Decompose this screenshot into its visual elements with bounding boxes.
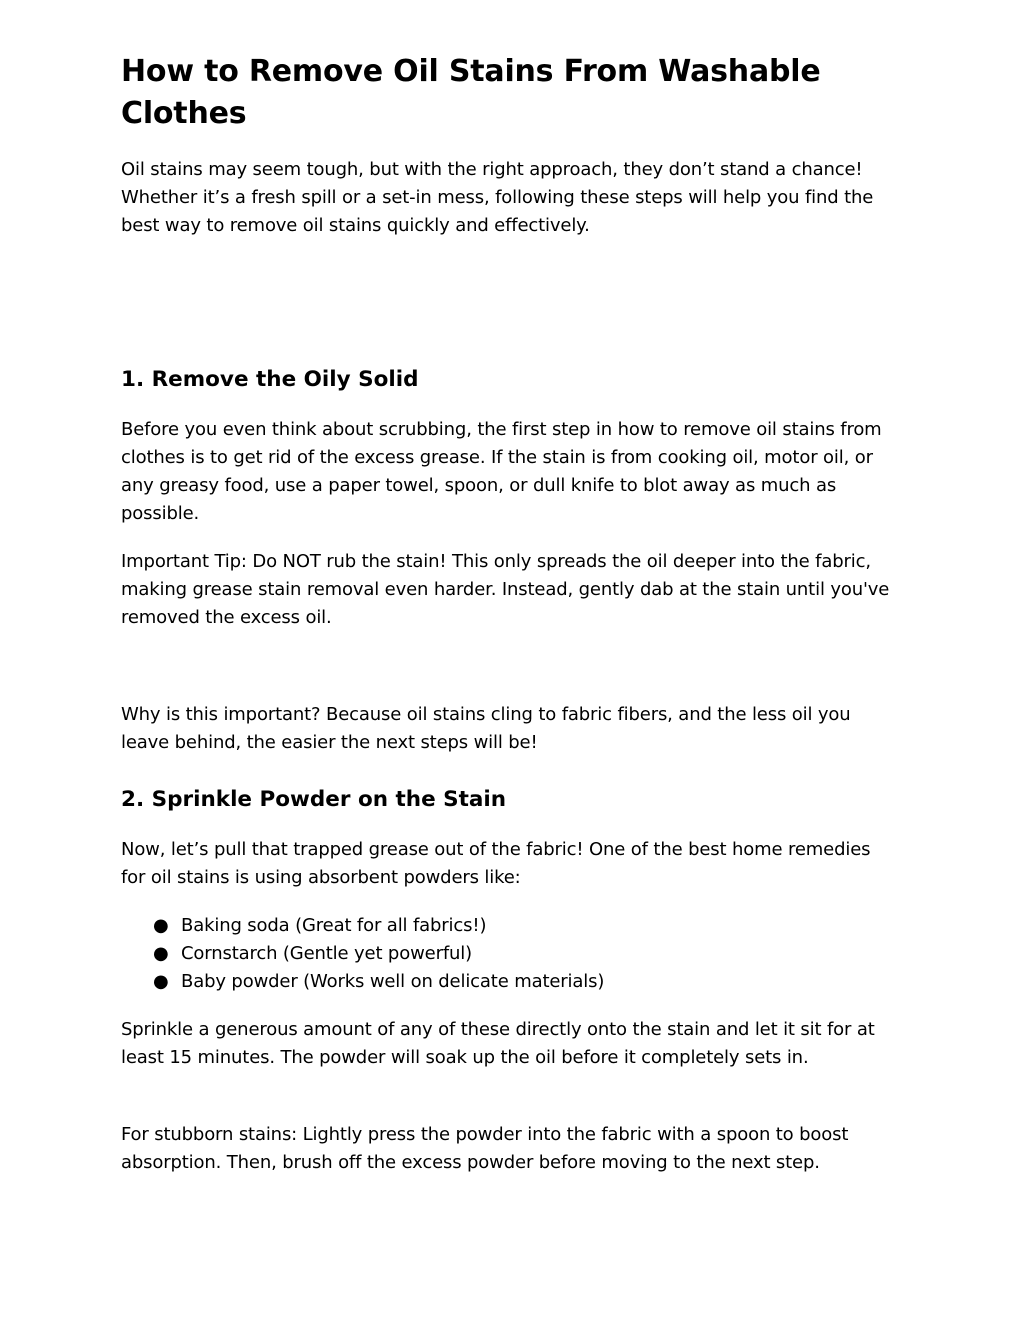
list-item <box>121 940 604 968</box>
section-1-heading: 1. Remove the Oily Solid <box>121 367 419 392</box>
section-2-paragraph-3: For stubborn stains: Lightly press the powder into the fabric with a spoon to boost absorption. Then, brush off the excess powder before moving to the next step. <box>121 1124 849 1173</box>
bullet-icon: ● <box>153 915 169 936</box>
bullet-icon: ● <box>153 971 169 992</box>
list-item-text: Baking soda (Great for all fabrics!) <box>181 915 487 936</box>
list-item <box>121 912 604 940</box>
section-1-paragraph-1: Before you even think about scrubbing, the first step in how to remove oil stains from clothes is to get rid of the excess grease. If the stain is from cooking oil, motor oil, or any greasy food, use a paper towel, spoon, or dull knife to blot away as much as possible. <box>121 419 882 524</box>
list-item-text: Baby powder (Works well on delicate materials) <box>181 971 605 992</box>
intro-paragraph: Oil stains may seem tough, but with the right approach, they don’t stand a chance! Whether it’s a fresh spill or a set-in mess, following these steps will help you find the best way to remove oil stains quickly and effectively. <box>121 159 874 236</box>
section-2-paragraph-2: Sprinkle a generous amount of any of these directly onto the stain and let it sit for at least 15 minutes. The powder will soak up the oil before it completely sets in. <box>121 1019 875 1068</box>
section-2-paragraph-1: Now, let’s pull that trapped grease out of the fabric! One of the best home remedies for oil stains is using absorbent powders like: <box>121 839 871 888</box>
bullet-icon: ● <box>153 943 169 964</box>
section-1-paragraph-3: Why is this important? Because oil stains cling to fabric fibers, and the less oil you leave behind, the easier the next steps will be! <box>121 704 851 753</box>
section-1-paragraph-2: Important Tip: Do NOT rub the stain! This only spreads the oil deeper into the fabric, making grease stain removal even harder. Instead, gently dab at the stain until you've removed the excess oil. <box>121 551 890 628</box>
section-2-heading: 2. Sprinkle Powder on the Stain <box>121 787 507 812</box>
article-title: How to Remove Oil Stains From Washable Clothes <box>121 54 821 131</box>
list-item <box>121 968 604 996</box>
absorbent-powders-list <box>121 912 604 996</box>
list-item-text: Cornstarch (Gentle yet powerful) <box>181 943 472 964</box>
